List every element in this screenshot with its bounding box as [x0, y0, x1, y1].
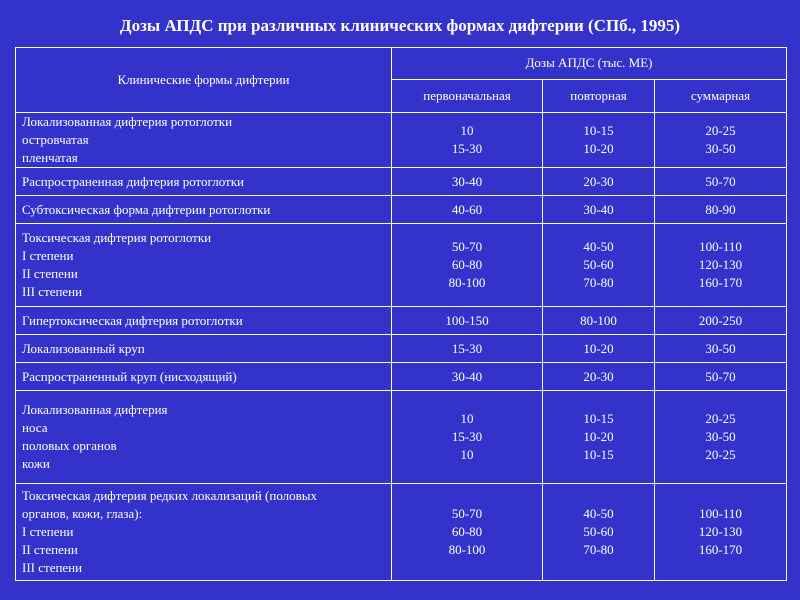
cell-total: 100-110 120-130 160-170 — [655, 224, 787, 307]
cell-form: Токсическая дифтерия редких локализаций (половых органов, кожи, глаза): I степени II степени III степени — [16, 484, 392, 581]
cell-form: Распространенный круп (нисходящий) — [16, 363, 392, 391]
cell-total: 200-250 — [655, 307, 787, 335]
cell-total: 20-25 30-50 20-25 — [655, 391, 787, 484]
cell-repeat: 10-15 10-20 10-15 — [543, 391, 655, 484]
cell-total: 100-110 120-130 160-170 — [655, 484, 787, 581]
cell-initial: 15-30 — [392, 335, 543, 363]
cell-total: 20-25 30-50 — [655, 113, 787, 168]
cell-initial: 50-70 60-80 80-100 — [392, 484, 543, 581]
table-row — [16, 335, 787, 363]
page-title: Дозы АПДС при различных клинических формах дифтерии (СПб., 1995) — [119, 16, 681, 35]
cell-form: Токсическая дифтерия ротоглотки I степени II степени III степени — [16, 224, 392, 307]
cell-total: 30-50 — [655, 335, 787, 363]
cell-total: 80-90 — [655, 196, 787, 224]
cell-repeat: 20-30 — [543, 168, 655, 196]
cell-initial: 30-40 — [392, 168, 543, 196]
cell-repeat: 30-40 — [543, 196, 655, 224]
table-row — [16, 484, 787, 581]
cell-initial: 100-150 — [392, 307, 543, 335]
table-row — [16, 196, 787, 224]
table-row — [16, 224, 787, 307]
cell-form: Распространенная дифтерия ротоглотки — [16, 168, 392, 196]
cell-form: Субтоксическая форма дифтерии ротоглотки — [16, 196, 392, 224]
header-initial: первоначальная — [392, 79, 543, 112]
table-row — [16, 168, 787, 196]
header-repeat: повторная — [543, 79, 655, 112]
cell-form: Локализованная дифтерия носа половых органов кожи — [16, 391, 392, 484]
cell-repeat: 10-15 10-20 — [543, 113, 655, 168]
header-form: Клинические формы дифтерии — [16, 48, 392, 113]
cell-form: Гипертоксическая дифтерия ротоглотки — [16, 307, 392, 335]
cell-initial: 10 15-30 — [392, 113, 543, 168]
table-row — [16, 391, 787, 484]
doses-table — [15, 47, 787, 581]
cell-initial: 30-40 — [392, 363, 543, 391]
cell-repeat: 40-50 50-60 70-80 — [543, 484, 655, 581]
cell-total: 50-70 — [655, 363, 787, 391]
cell-form: Локализованная дифтерия ротоглотки островчатая пленчатая — [16, 113, 392, 168]
cell-repeat: 80-100 — [543, 307, 655, 335]
table-row — [16, 363, 787, 391]
table-row — [16, 113, 787, 168]
cell-initial: 40-60 — [392, 196, 543, 224]
cell-repeat: 20-30 — [543, 363, 655, 391]
header-total: суммарная — [655, 79, 787, 112]
cell-initial: 50-70 60-80 80-100 — [392, 224, 543, 307]
table-row — [16, 307, 787, 335]
cell-initial: 10 15-30 10 — [392, 391, 543, 484]
cell-total: 50-70 — [655, 168, 787, 196]
header-group: Дозы АПДС (тыс. МЕ) — [392, 48, 787, 80]
cell-form: Локализованный круп — [16, 335, 392, 363]
cell-repeat: 40-50 50-60 70-80 — [543, 224, 655, 307]
cell-repeat: 10-20 — [543, 335, 655, 363]
